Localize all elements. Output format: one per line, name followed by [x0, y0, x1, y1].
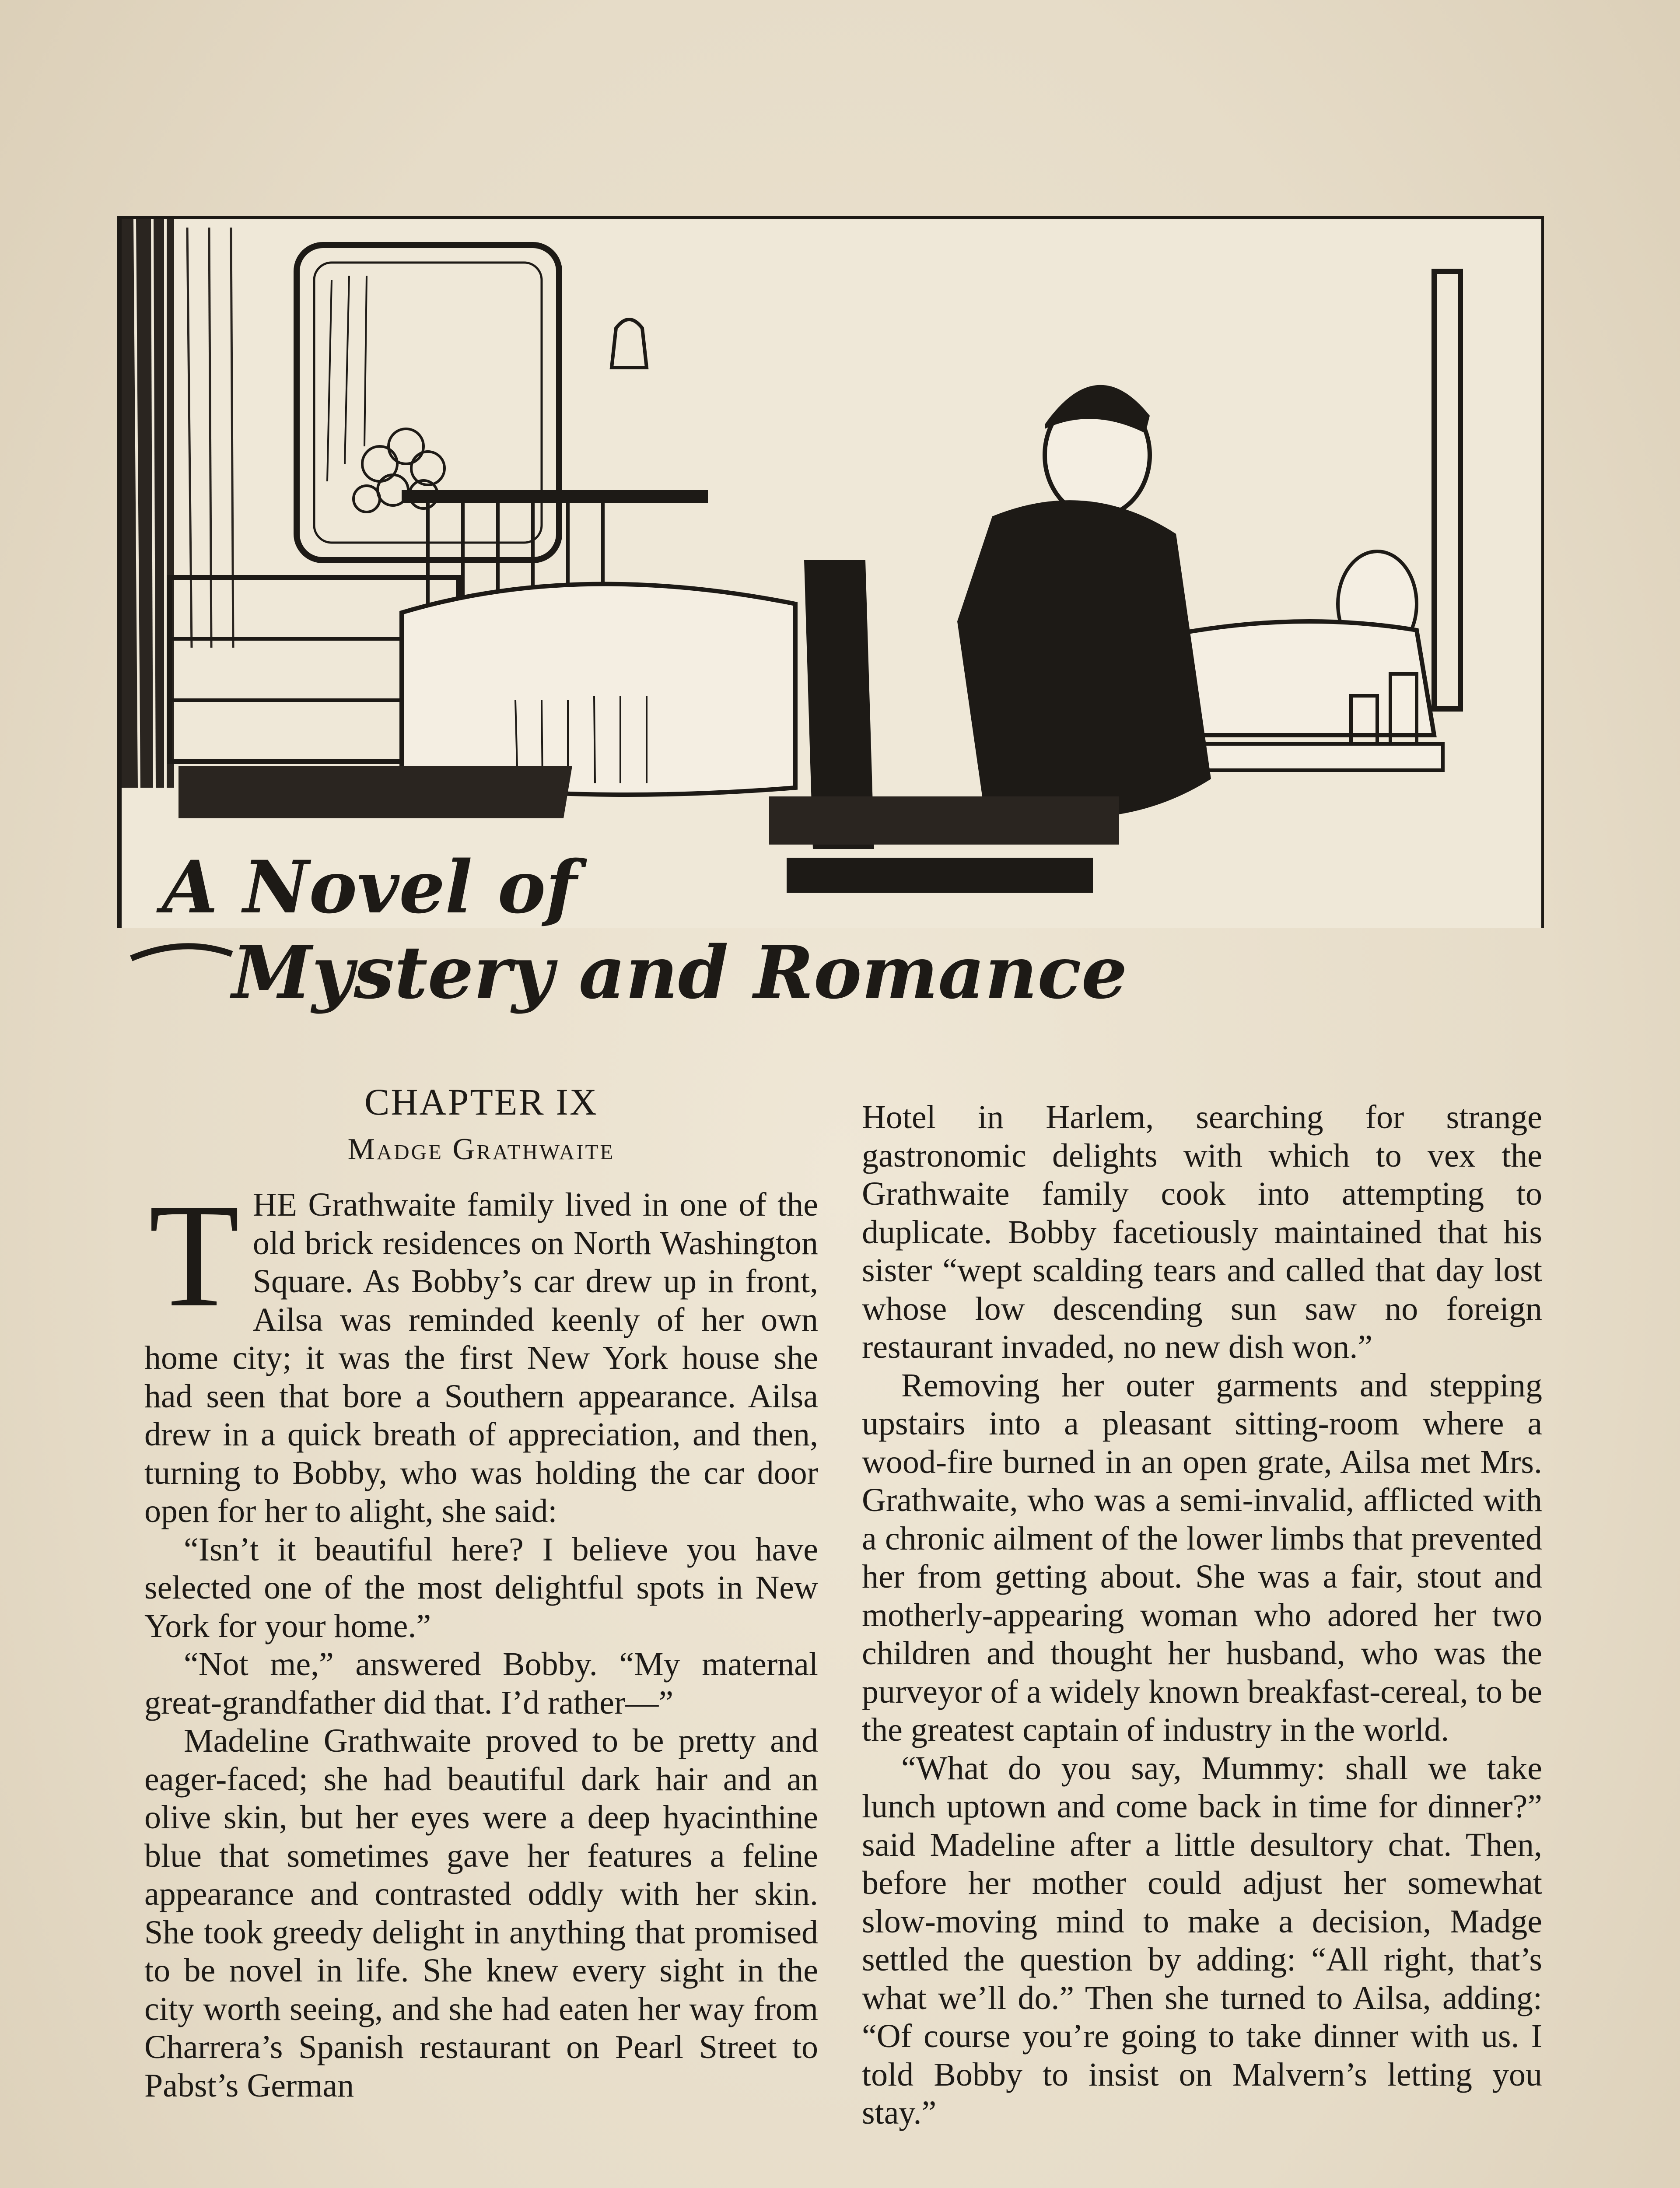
left-column — [144, 1081, 818, 2105]
drop-cap: T — [149, 1173, 240, 1338]
paragraph: THE Grathwaite family lived in one of the old brick residences on North Washington Square. As Bobby’s car drew up in front, Ailsa was reminded keenly of her own home city; it was the first New York house she had seen that bore a Southern appearance. Ailsa drew in a quick breath of appreciation, and then, turning to Bobby, who was holding the car door open for her to alight, she said: — [144, 1173, 818, 1529]
paragraph: Removing her outer garments and stepping upstairs into a pleasant sitting-room where a wood-fire burned in an open grate, Ailsa met Mrs. Grathwaite, who was a semi-invalid, afflicted with a chronic ailment of the lower limbs that prevented her from getting about. She was a fair, stout and motherly-appearing woman who adored her two children and thought her husband, who was the purveyor of a widely known breakfast-cereal, to be the greatest captain of industry in the world. — [862, 1367, 1542, 1748]
chapter-heading: CHAPTER IX — [364, 1081, 598, 1123]
paragraph: “Isn’t it beautiful here? I believe you have selected one of the most delightful spots in New York for your home.” — [144, 1531, 818, 1645]
paragraph: Madeline Grathwaite proved to be pretty and eager-faced; she had beautiful dark hair and an olive skin, but her eyes were a deep hyacinthine blue that sometimes gave her features a feline appearance and contrasted oddly with her skin. She took greedy delight in anything that promised to be novel in life. She knew every sight in the city worth seeing, and she had eaten her way from Charrera’s Spanish restaurant on Pearl Street to Pabst’s German — [144, 1722, 818, 2104]
right-column — [862, 1098, 1542, 2132]
headline-line-1: A Novel of — [162, 845, 577, 929]
chapter-subtitle: Madge Grathwaite — [347, 1133, 615, 1166]
paragraph: Hotel in Harlem, searching for strange gastronomic delights with which to vex the Grathwaite family cook into attempting to duplicate. Bobby facetiously maintained that his sister “wept scalding tears and called that day lost whose low descending sun saw no foreign restaurant invaded, no new dish won.” — [862, 1099, 1542, 1365]
paragraph: “What do you say, Mummy: shall we take lunch uptown and come back in time for dinner?” said Madeline after a little desultory chat. Then, before her mother could adjust her somewhat slow-moving mind to make a decision, Madge settled the question by adding: “All right, that’s what we’ll do.” Then she turned to Ailsa, adding: “Of course you’re going to take dinner with us. I told Bobby to insist on Malvern’s letting you stay.” — [862, 1750, 1542, 2131]
story-illustration — [117, 216, 1544, 928]
headline-line-2: Mystery and Romance — [232, 930, 1127, 1015]
story-headline — [127, 845, 1177, 1033]
paragraph: “Not me,” answered Bobby. “My maternal great-grandfather did that. I’d rather—” — [144, 1646, 818, 1721]
